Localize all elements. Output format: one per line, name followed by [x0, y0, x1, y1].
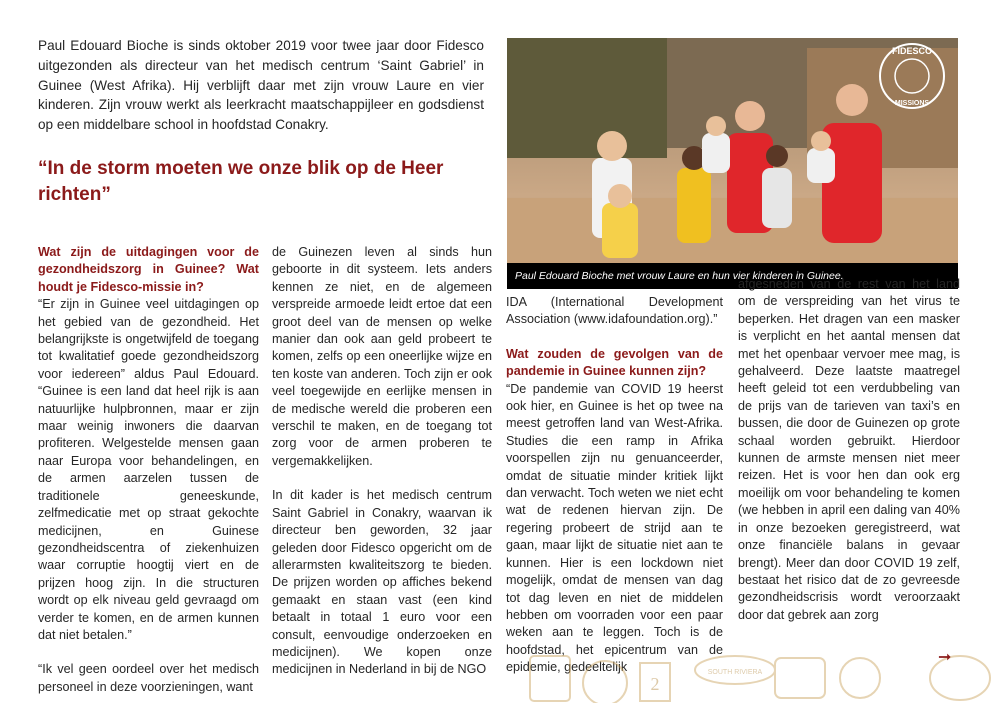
body-paragraph: “Ik vel geen oordeel over het medisch personeel in deze voorzieningen, want — [38, 662, 259, 694]
body-paragraph: In dit kader is het medisch centrum Saint Gabriel in Conakry, waarvan ik directeur ben geworden, 32 jaar geleden door Fidesco opgericht om de allerarmsten kwaliteitszorg te bieden. De prijzen worden op affiches bekend gemaakt en staan vast (een kind betaalt in totaal 1 euro voor een consult, eenvoudige onderzoeken en medicijnen). We kopen onze medicijnen in Nederland in bij de NGO — [272, 488, 492, 677]
logo-top-text: FIDESCO — [891, 46, 933, 56]
article-headline: “In de storm moeten we onze blik op de Heer richten” — [38, 158, 444, 205]
intro-paragraph: Paul Edouard Bioche is sinds oktober 2019 voor twee jaar door Fidesco uitgezonden als directeur van het medisch centrum ‘Saint Gabriel’ in Guinee (West Afrika). Hij verblijft daar met zijn vrouw Laure en vier kinderen. Zijn vrouw werkt als leerkracht maatschappijleer en godsdienst op een middelbare school in hoofdstad Conakry. — [38, 38, 484, 133]
arrow-right-icon[interactable]: ➞ — [938, 649, 952, 666]
column-1 — [38, 244, 259, 696]
logo-bottom-text: MISSIONS — [894, 100, 930, 107]
interview-question: Wat zouden de gevolgen van de pandemie in Guinee kunnen zijn? — [506, 346, 723, 379]
body-paragraph: “De pandemie van COVID 19 heerst ook hier, en Guinee is het op twee na meest getroffen land van West-Afrika. Studies die een ramp in Afrika voorspellen zijn nu genuanceerder, omdat de situatie minder kritiek lijkt dan verwacht. Toch weten we niet echt wat de redenen hiervan zijn. De regering probeert de strijd aan te gaan, maar lijkt de situatie niet aan te kunnen. Hier is een lockdown niet mogelijk, omdat de mensen van dag tot dag leven en niet de middelen hebben om voorraden voor een paar weken aan te leggen. Toch is de hoofdstad, het epicentrum van de epidemie, gedeeltelijk — [506, 381, 723, 675]
stamp-number: 2 — [650, 674, 660, 694]
stamp-text: SOUTH RIVIERA — [707, 669, 763, 676]
body-paragraph: de Guinezen leven al sinds hun geboorte in dit systeem. Iets anders kennen ze niet, en de algemeen verspreide armoede leidt ertoe dat een groot deel van de mensen op welke manier dan ook aan geld probeert te komen, zelfs op een oneerlijke wijze en ten koste van anderen. Toch zijn er ook veel toegewijde en eerlijke mensen in de medische wereld die proberen een verschil te maken, en de toegang tot zorg voor de armen proberen te vergemakkelijken. — [272, 245, 492, 468]
photo-illustration — [507, 38, 958, 263]
body-paragraph: afgesneden van de rest van het land om de verspreiding van het virus te beperken. Het dragen van een masker is verplicht en het aantal mensen dat met het openbaar vervoer mee mag, is gehalveerd. Deze laatste maatregel heeft geleid tot een verdubbeling van de prijs van de tarieven van taxi’s en bussen, die door de Guinezen op grote schaal worden gebruikt. Hierdoor kunnen de armste mensen niet meer reizen. Het is voor hen dan ook erg moeilijk om voor behandeling te komen (we hebben in april een daling van 40% in onze bezoeken geregistreerd, wat onze financiële balans in gevaar brengt). Meer dan door COVID 19 zelf, bestaat het risico dat de zo gevreesde gezondheidscrisis wordt veroorzaakt door dat gebrek aan zorg — [738, 277, 960, 622]
body-paragraph: IDA (International Development Association (www.idafoundation.org).” — [506, 295, 723, 327]
interview-question: Wat zijn de uitdagingen voor de gezondheidszorg in Guinee? Wat houdt je Fidesco-missie in? — [38, 245, 259, 294]
column-4 — [738, 276, 960, 624]
column-2 — [272, 244, 492, 679]
column-3 — [506, 294, 723, 677]
photo-caption: Paul Edouard Bioche met vrouw Laure en hun vier kinderen in Guinee. — [507, 263, 958, 289]
family-photo — [507, 38, 958, 263]
decorative-stamps — [520, 648, 998, 703]
body-paragraph: “Er zijn in Guinee veel uitdagingen op het gebied van de gezondheid. Het belangrijkste is ongetwijfeld de toegang tot kwalitatief goede gezondheidszorg voor iedereen” aldus Paul Edouard. “Guinee is een land dat heel rijk is aan natuurlijke hulpbronnen, maar er zijn maar weinig inwoners die daarvan profiteren. Welgestelde mensen gaan naar Europa voor behandelingen, en de armen aarzelen tussen de traditionele geneeskunde, zelfmedicatie met op straat gekochte medicijnen, en Guinese gezondheidscentra of ziekenhuizen waar corruptie hoogtij viert en de prijzen hoog zijn. In die structuren wordt op elk niveau geld gevraagd om verder te komen, en de armen kunnen dat niet betalen.” — [38, 297, 259, 642]
